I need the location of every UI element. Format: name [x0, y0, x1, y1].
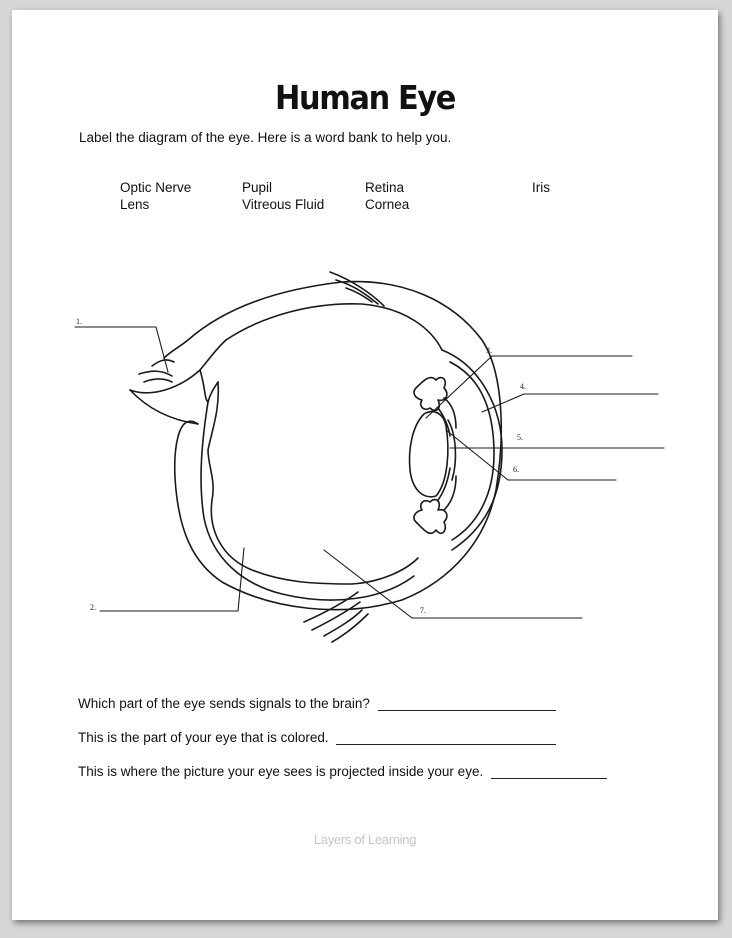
- word-bank-item: Retina: [365, 180, 405, 195]
- optic-nerve-shape: [152, 360, 174, 366]
- label-number-2: 2.: [90, 603, 96, 612]
- word-bank-item: Cornea: [365, 197, 410, 212]
- retina-outline: [201, 402, 414, 600]
- word-bank-item: Iris: [532, 180, 550, 195]
- worksheet-page: [12, 10, 718, 920]
- question-text: This is where the picture your eye sees is projected inside your eye.: [78, 764, 484, 779]
- word-bank-item: Optic Nerve: [120, 180, 192, 195]
- question-row: [78, 730, 556, 745]
- retina-outline: [208, 382, 218, 402]
- retina-outline: [200, 370, 208, 402]
- footer-watermark: Layers of Learning: [313, 832, 417, 847]
- label-number-7: 7.: [420, 606, 426, 615]
- word-bank-item: Lens: [120, 197, 150, 212]
- word-bank-item: Pupil: [242, 180, 273, 195]
- answer-blank[interactable]: [336, 732, 556, 745]
- answer-blank[interactable]: [491, 766, 607, 779]
- answer-blank[interactable]: [378, 698, 556, 711]
- choroid-outline: [208, 382, 418, 584]
- eye-diagram: [12, 10, 718, 920]
- eye-muscle-shape: [330, 272, 384, 306]
- question-text: Which part of the eye sends signals to the brain?: [78, 696, 370, 711]
- optic-nerve-shape: [130, 390, 198, 424]
- label-number-3: 3.: [486, 346, 492, 355]
- optic-nerve-shape: [164, 340, 188, 358]
- label-number-4: 4.: [520, 382, 526, 391]
- page-title: Human Eye: [274, 78, 456, 117]
- label-number-1: 1.: [76, 317, 82, 326]
- retina-outline: [226, 304, 442, 350]
- label-number-5: 5.: [517, 433, 523, 442]
- question-row: [78, 764, 607, 779]
- iris-shape: [414, 500, 447, 534]
- label-number-6: 6.: [513, 465, 519, 474]
- word-bank-item: Vitreous Fluid: [242, 197, 325, 212]
- optic-nerve-shape: [139, 371, 172, 382]
- label-line-6: [446, 430, 616, 480]
- lens-shape: [410, 412, 448, 497]
- question-text: This is the part of your eye that is colored.: [78, 730, 329, 745]
- iris-shape: [414, 378, 447, 411]
- label-line-4: [482, 394, 658, 412]
- instructions-text: Label the diagram of the eye. Here is a word bank to help you.: [79, 130, 452, 145]
- question-row: [78, 696, 556, 711]
